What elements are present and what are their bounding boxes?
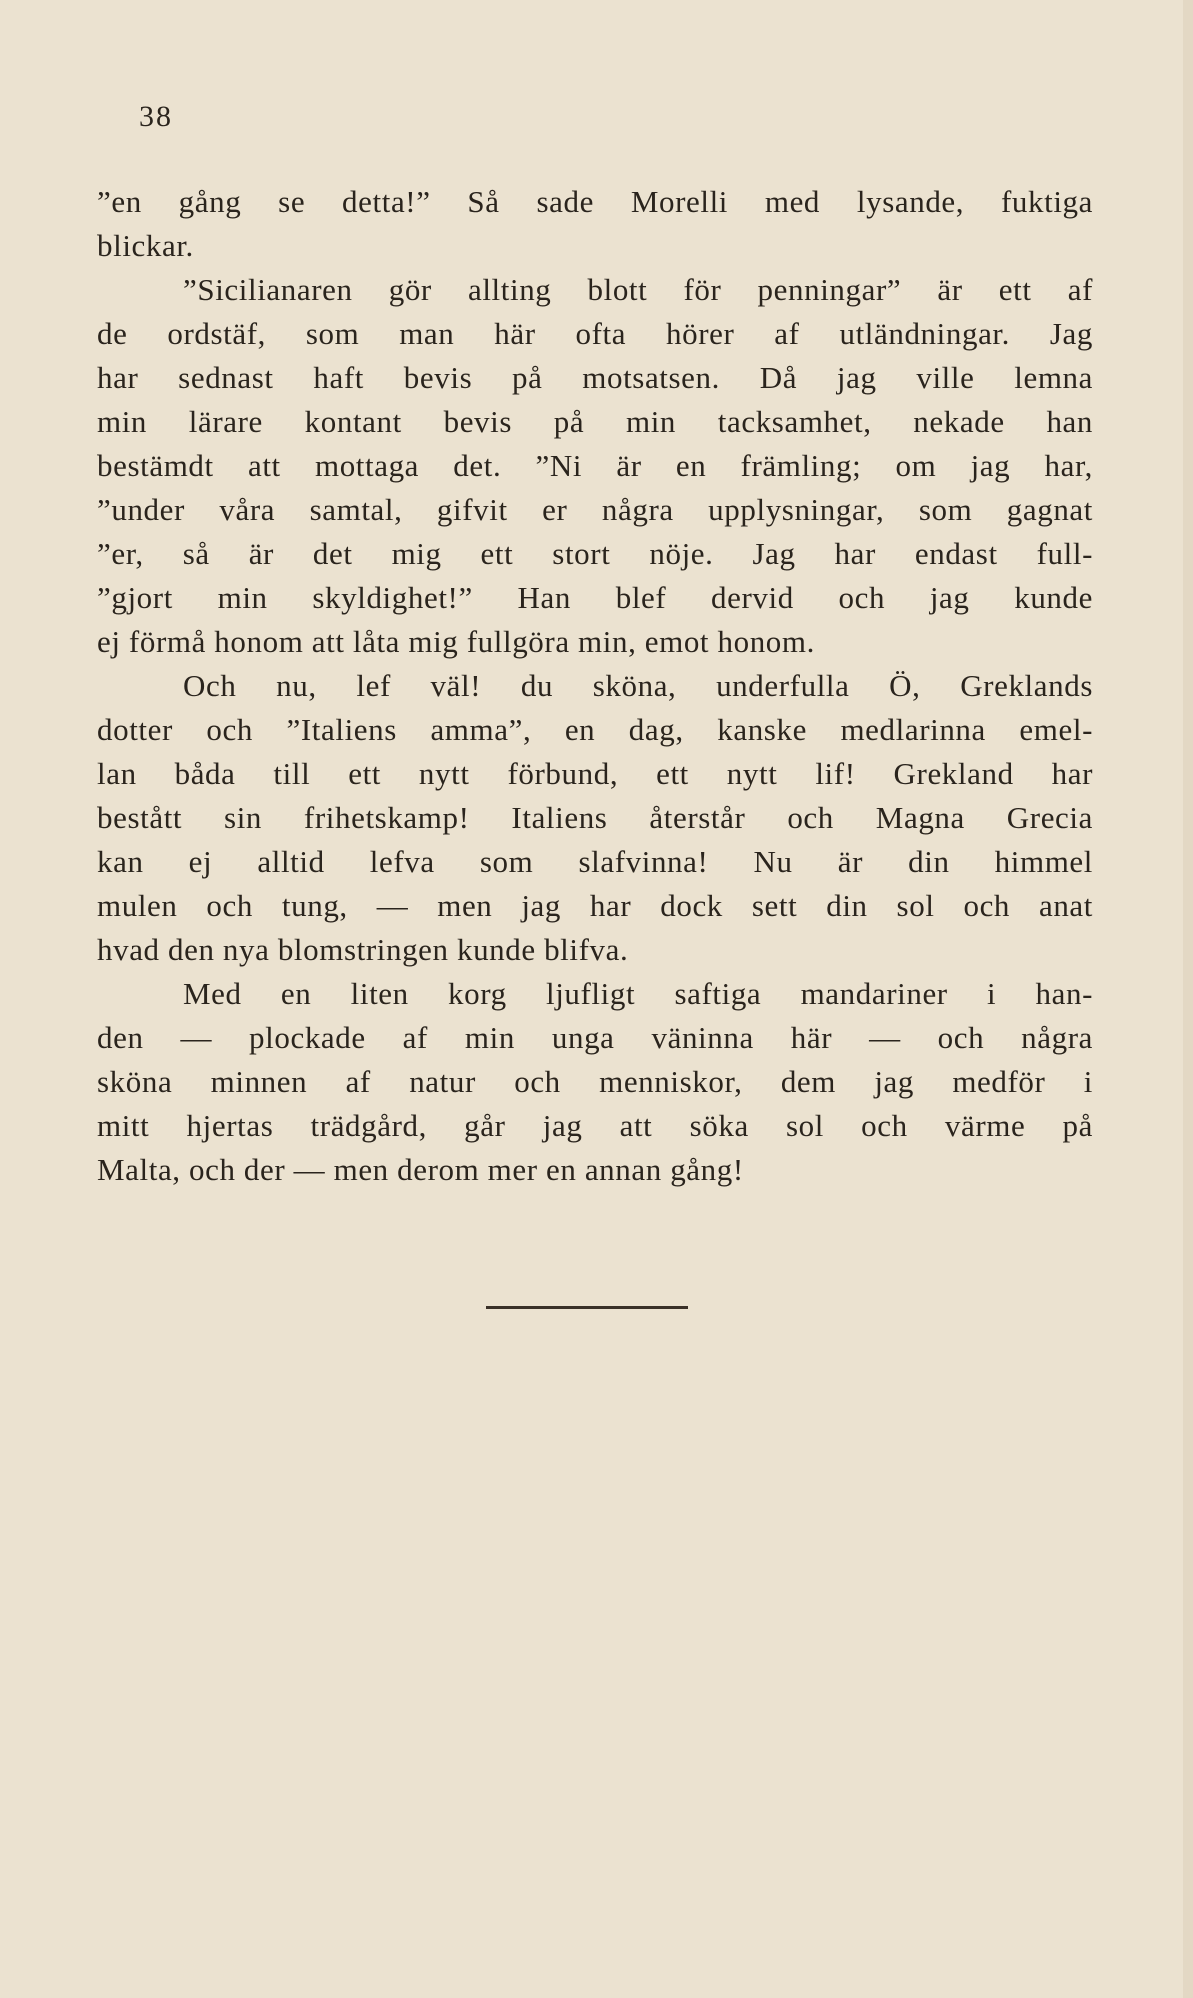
text-line: de ordstäf, som man här ofta hörer af utländningar. Jag <box>97 316 1093 351</box>
text-line: bestått sin frihetskamp! Italiens återstår och Magna Grecia <box>97 800 1093 835</box>
text-line: ”Sicilianaren gör allting blott för penningar” är ett af <box>183 272 1093 307</box>
text-line: Med en liten korg ljufligt saftiga mandariner i han- <box>183 976 1093 1011</box>
body-text <box>97 180 1093 1192</box>
text-line: mulen och tung, — men jag har dock sett din sol och anat <box>97 888 1093 923</box>
text-line: hvad den nya blomstringen kunde blifva. <box>97 932 629 967</box>
text-line: Malta, och der — men derom mer en annan gång! <box>97 1152 744 1187</box>
text-line: sköna minnen af natur och menniskor, dem jag medför i <box>97 1064 1093 1099</box>
text-line: kan ej alltid lefva som slafvinna! Nu är din himmel <box>97 844 1093 879</box>
text-line: mitt hjertas trädgård, går jag att söka sol och värme på <box>97 1108 1093 1143</box>
text-line: ej förmå honom att låta mig fullgöra min, emot honom. <box>97 624 815 659</box>
text-line: lan båda till ett nytt förbund, ett nytt lif! Grekland har <box>97 756 1093 791</box>
text-line: blickar. <box>97 228 194 263</box>
text-line: den — plockade af min unga väninna här — och några <box>97 1020 1093 1055</box>
text-line: har sednast haft bevis på motsatsen. Då jag ville lemna <box>97 360 1093 395</box>
text-line: min lärare kontant bevis på min tacksamhet, nekade han <box>97 404 1093 439</box>
page-edge <box>1183 0 1193 1998</box>
text-line: bestämdt att mottaga det. ”Ni är en främling; om jag har, <box>97 448 1093 483</box>
page-number: 38 <box>139 100 173 133</box>
text-line: ”er, så är det mig ett stort nöje. Jag har endast full- <box>97 536 1093 571</box>
text-line: ”under våra samtal, gifvit er några upplysningar, som gagnat <box>97 492 1093 527</box>
section-divider <box>486 1306 688 1309</box>
text-line: ”gjort min skyldighet!” Han blef dervid och jag kunde <box>97 580 1093 615</box>
text-line: Och nu, lef väl! du sköna, underfulla Ö, Greklands <box>183 668 1093 703</box>
text-line: ”en gång se detta!” Så sade Morelli med lysande, fuktiga <box>97 184 1093 219</box>
text-line: dotter och ”Italiens amma”, en dag, kanske medlarinna emel- <box>97 712 1093 747</box>
